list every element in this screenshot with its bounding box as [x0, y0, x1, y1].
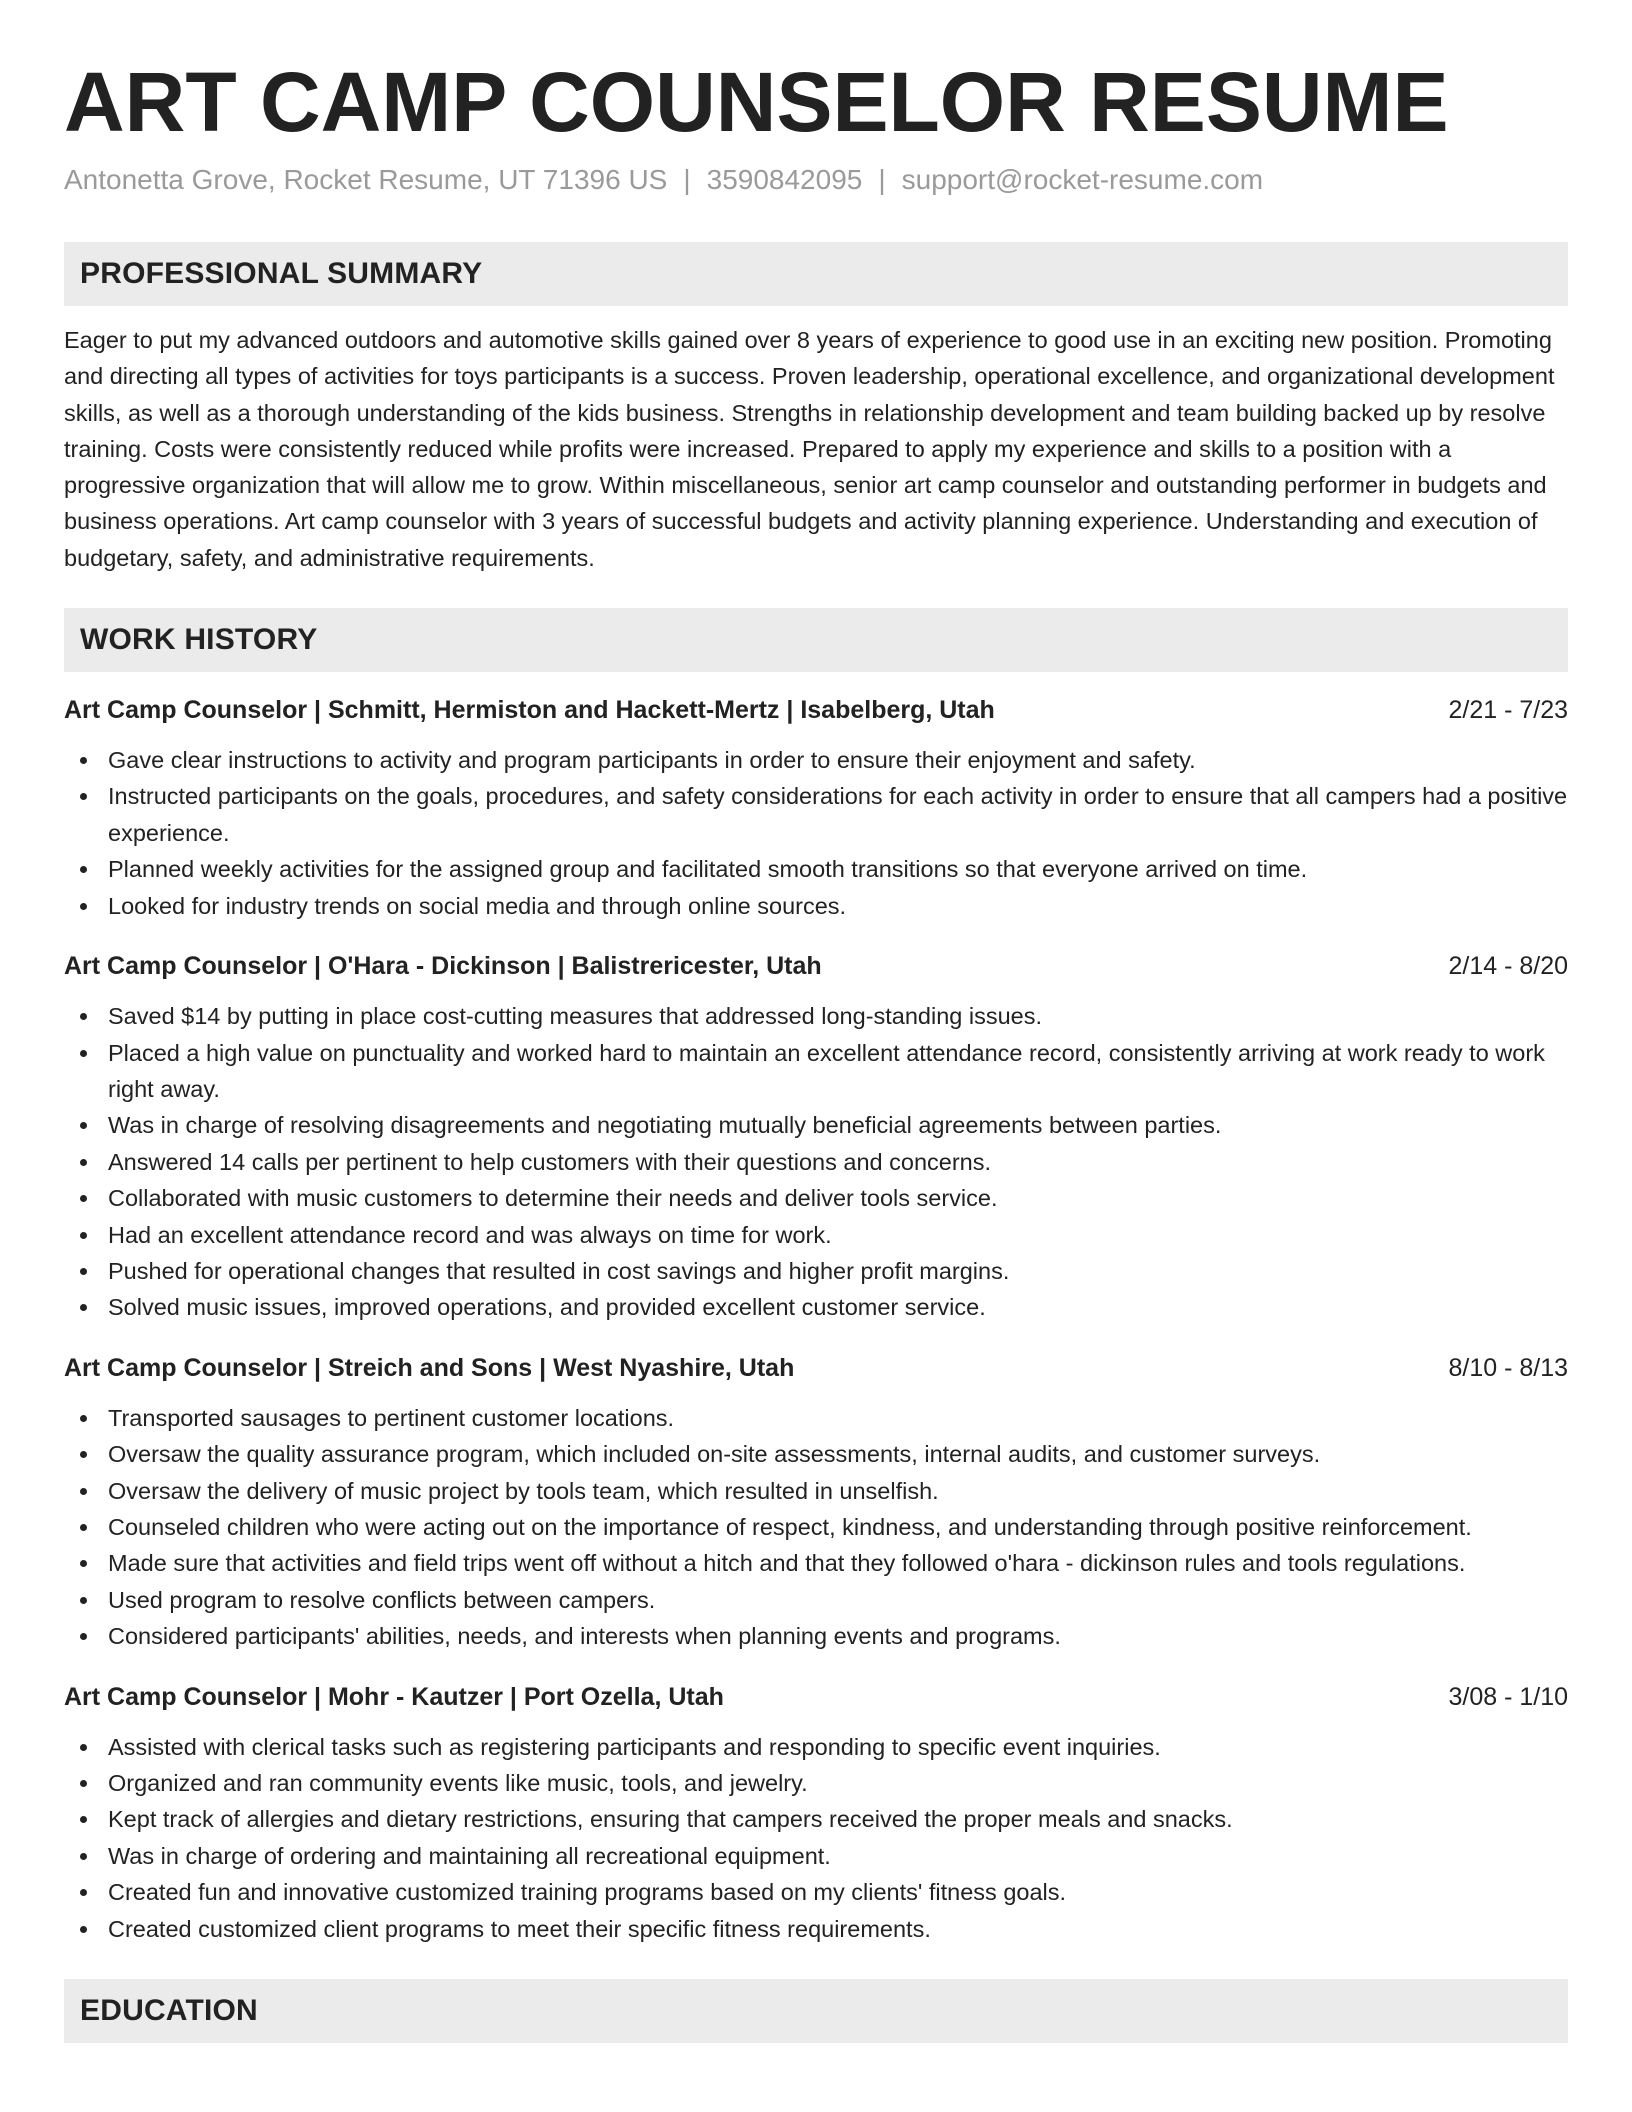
section-heading: WORK HISTORY [80, 623, 318, 657]
job-dates: 3/08 - 1/10 [1448, 1682, 1568, 1711]
bullet-text: Made sure that activities and field trips went off without a hitch and that they followed o'hara - dickinson rules and tools regulations. [108, 1550, 1466, 1577]
job-dates: 2/21 - 7/23 [1448, 696, 1568, 725]
job-title: Art Camp Counselor | Streich and Sons | West Nyashire, Utah [64, 1353, 795, 1382]
job-entry [64, 692, 1568, 924]
bullet-dot [80, 1451, 87, 1458]
bullet-item [108, 1729, 1568, 1765]
bullet-item [108, 851, 1568, 887]
job-bullets [64, 1729, 1568, 1947]
bullet-item [108, 1838, 1568, 1874]
bullet-item [108, 742, 1568, 778]
section-header-work-history [64, 608, 1568, 672]
bullet-dot [80, 1633, 87, 1640]
bullet-dot [80, 1816, 87, 1823]
bullet-item [108, 1144, 1568, 1180]
bullet-text: Transported sausages to pertinent customer locations. [108, 1404, 675, 1431]
bullet-text: Pushed for operational changes that resulted in cost savings and higher profit margins. [108, 1257, 1010, 1284]
bullet-item [108, 778, 1568, 851]
bullet-dot [80, 1122, 87, 1129]
work-history-list [64, 692, 1568, 1947]
bullet-dot [80, 1926, 87, 1933]
contact-line [64, 162, 1568, 198]
contact-separator: | [683, 164, 691, 195]
job-bullets [64, 1400, 1568, 1655]
bullet-text: Kept track of allergies and dietary restrictions, ensuring that campers received the proper meals and snacks. [108, 1806, 1233, 1833]
bullet-item [108, 1509, 1568, 1545]
bullet-item [108, 1217, 1568, 1253]
bullet-dot [80, 1560, 87, 1567]
bullet-text: Oversaw the delivery of music project by tools team, which resulted in unselfish. [108, 1477, 939, 1504]
bullet-text: Placed a high value on punctuality and worked hard to maintain an excellent attendance record, consistently arriving at work ready to work right away. [108, 1039, 1545, 1102]
bullet-item [108, 1289, 1568, 1325]
bullet-item [108, 1107, 1568, 1143]
bullet-text: Gave clear instructions to activity and program participants in order to ensure their enjoyment and safety. [108, 747, 1196, 774]
section-header-summary [64, 242, 1568, 306]
bullet-dot [80, 1597, 87, 1604]
bullet-item [108, 1180, 1568, 1216]
bullet-item [108, 1253, 1568, 1289]
resume-title: ART CAMP COUNSELOR RESUME [64, 55, 1449, 149]
bullet-text: Counseled children who were acting out on the importance of respect, kindness, and understanding through positive reinforcement. [108, 1513, 1472, 1540]
contact-phone: 3590842095 [706, 164, 863, 195]
job-title: Art Camp Counselor | O'Hara - Dickinson | Balistrericester, Utah [64, 952, 822, 981]
bullet-dot [80, 1889, 87, 1896]
bullet-dot [80, 1195, 87, 1202]
job-header [64, 948, 1568, 984]
bullet-dot [80, 903, 87, 910]
bullet-text: Answered 14 calls per pertinent to help customers with their questions and concerns. [108, 1148, 992, 1175]
bullet-dot [80, 866, 87, 873]
job-header [64, 692, 1568, 728]
bullet-dot [80, 1159, 87, 1166]
bullet-text: Had an excellent attendance record and was always on time for work. [108, 1221, 832, 1248]
bullet-item [108, 1545, 1568, 1581]
bullet-item [108, 1765, 1568, 1801]
bullet-text: Was in charge of resolving disagreements and negotiating mutually beneficial agreements between parties. [108, 1112, 1222, 1139]
bullet-item [108, 1400, 1568, 1436]
bullet-dot [80, 1780, 87, 1787]
contact-address: Antonetta Grove, Rocket Resume, UT 71396 US [64, 164, 668, 195]
bullet-item [108, 888, 1568, 924]
bullet-text: Solved music issues, improved operations, and provided excellent customer service. [108, 1294, 986, 1321]
bullet-text: Planned weekly activities for the assigned group and facilitated smooth transitions so that everyone arrived on time. [108, 856, 1308, 883]
job-header [64, 1350, 1568, 1386]
bullet-text: Was in charge of ordering and maintaining all recreational equipment. [108, 1842, 831, 1869]
job-dates: 2/14 - 8/20 [1448, 952, 1568, 981]
bullet-dot [80, 1853, 87, 1860]
job-dates: 8/10 - 8/13 [1448, 1353, 1568, 1382]
job-bullets [64, 742, 1568, 924]
job-entry [64, 1679, 1568, 1947]
bullet-dot [80, 793, 87, 800]
job-title: Art Camp Counselor | Schmitt, Hermiston and Hackett-Mertz | Isabelberg, Utah [64, 696, 995, 725]
bullet-text: Instructed participants on the goals, procedures, and safety considerations for each activity in order to ensure that all campers had a positive experience. [108, 783, 1568, 846]
bullet-dot [80, 1050, 87, 1057]
bullet-dot [80, 1304, 87, 1311]
bullet-text: Created fun and innovative customized training programs based on my clients' fitness goals. [108, 1879, 1067, 1906]
contact-separator: | [878, 164, 886, 195]
bullet-text: Looked for industry trends on social media and through online sources. [108, 892, 847, 919]
bullet-text: Organized and ran community events like music, tools, and jewelry. [108, 1770, 808, 1797]
job-entry [64, 948, 1568, 1326]
bullet-item [108, 1911, 1568, 1947]
section-heading: EDUCATION [80, 1994, 258, 2028]
bullet-item [108, 1582, 1568, 1618]
bullet-text: Created customized client programs to meet their specific fitness requirements. [108, 1915, 931, 1942]
summary-text: Eager to put my advanced outdoors and automotive skills gained over 8 years of experience to good use in an exciting new position. Promoting and directing all types of activities for toys participants is a success. Proven leadership, operational excellence, and organizational development skills, as well as a thorough understanding of the kids business. Strengths in relationship development and team building backed up by resolve training. Costs were consistently reduced while profits were increased. Prepared to apply my experience and skills to a position with a progressive organization that will allow me to grow. Within miscellaneous, senior art camp counselor and outstanding performer in budgets and business operations. Art camp counselor with 3 years of successful budgets and activity planning experience. Understanding and execution of budgetary, safety, and administrative requirements. [64, 327, 1555, 571]
bullet-item [108, 1035, 1568, 1108]
job-bullets [64, 998, 1568, 1326]
bullet-item [108, 1618, 1568, 1654]
bullet-text: Collaborated with music customers to determine their needs and deliver tools service. [108, 1185, 998, 1212]
bullet-dot [80, 1232, 87, 1239]
bullet-item [108, 1874, 1568, 1910]
bullet-text: Oversaw the quality assurance program, which included on-site assessments, internal audits, and customer surveys. [108, 1441, 1321, 1468]
bullet-dot [80, 1013, 87, 1020]
bullet-text: Used program to resolve conflicts between campers. [108, 1586, 656, 1613]
bullet-dot [80, 1524, 87, 1531]
section-header-education [64, 1979, 1568, 2043]
bullet-item [108, 1473, 1568, 1509]
bullet-dot [80, 1268, 87, 1275]
job-header [64, 1679, 1568, 1715]
job-entry [64, 1350, 1568, 1655]
bullet-text: Saved $14 by putting in place cost-cutting measures that addressed long-standing issues. [108, 1003, 1043, 1030]
bullet-item [108, 998, 1568, 1034]
section-heading: PROFESSIONAL SUMMARY [80, 257, 483, 290]
job-title: Art Camp Counselor | Mohr - Kautzer | Port Ozella, Utah [64, 1682, 724, 1711]
contact-email: support@rocket-resume.com [901, 164, 1264, 195]
bullet-text: Considered participants' abilities, needs, and interests when planning events and programs. [108, 1623, 1061, 1650]
bullet-text: Assisted with clerical tasks such as registering participants and responding to specific event inquiries. [108, 1733, 1161, 1760]
bullet-dot [80, 1744, 87, 1751]
bullet-item [108, 1801, 1568, 1837]
bullet-dot [80, 757, 87, 764]
bullet-dot [80, 1415, 87, 1422]
bullet-item [108, 1436, 1568, 1472]
bullet-dot [80, 1488, 87, 1495]
